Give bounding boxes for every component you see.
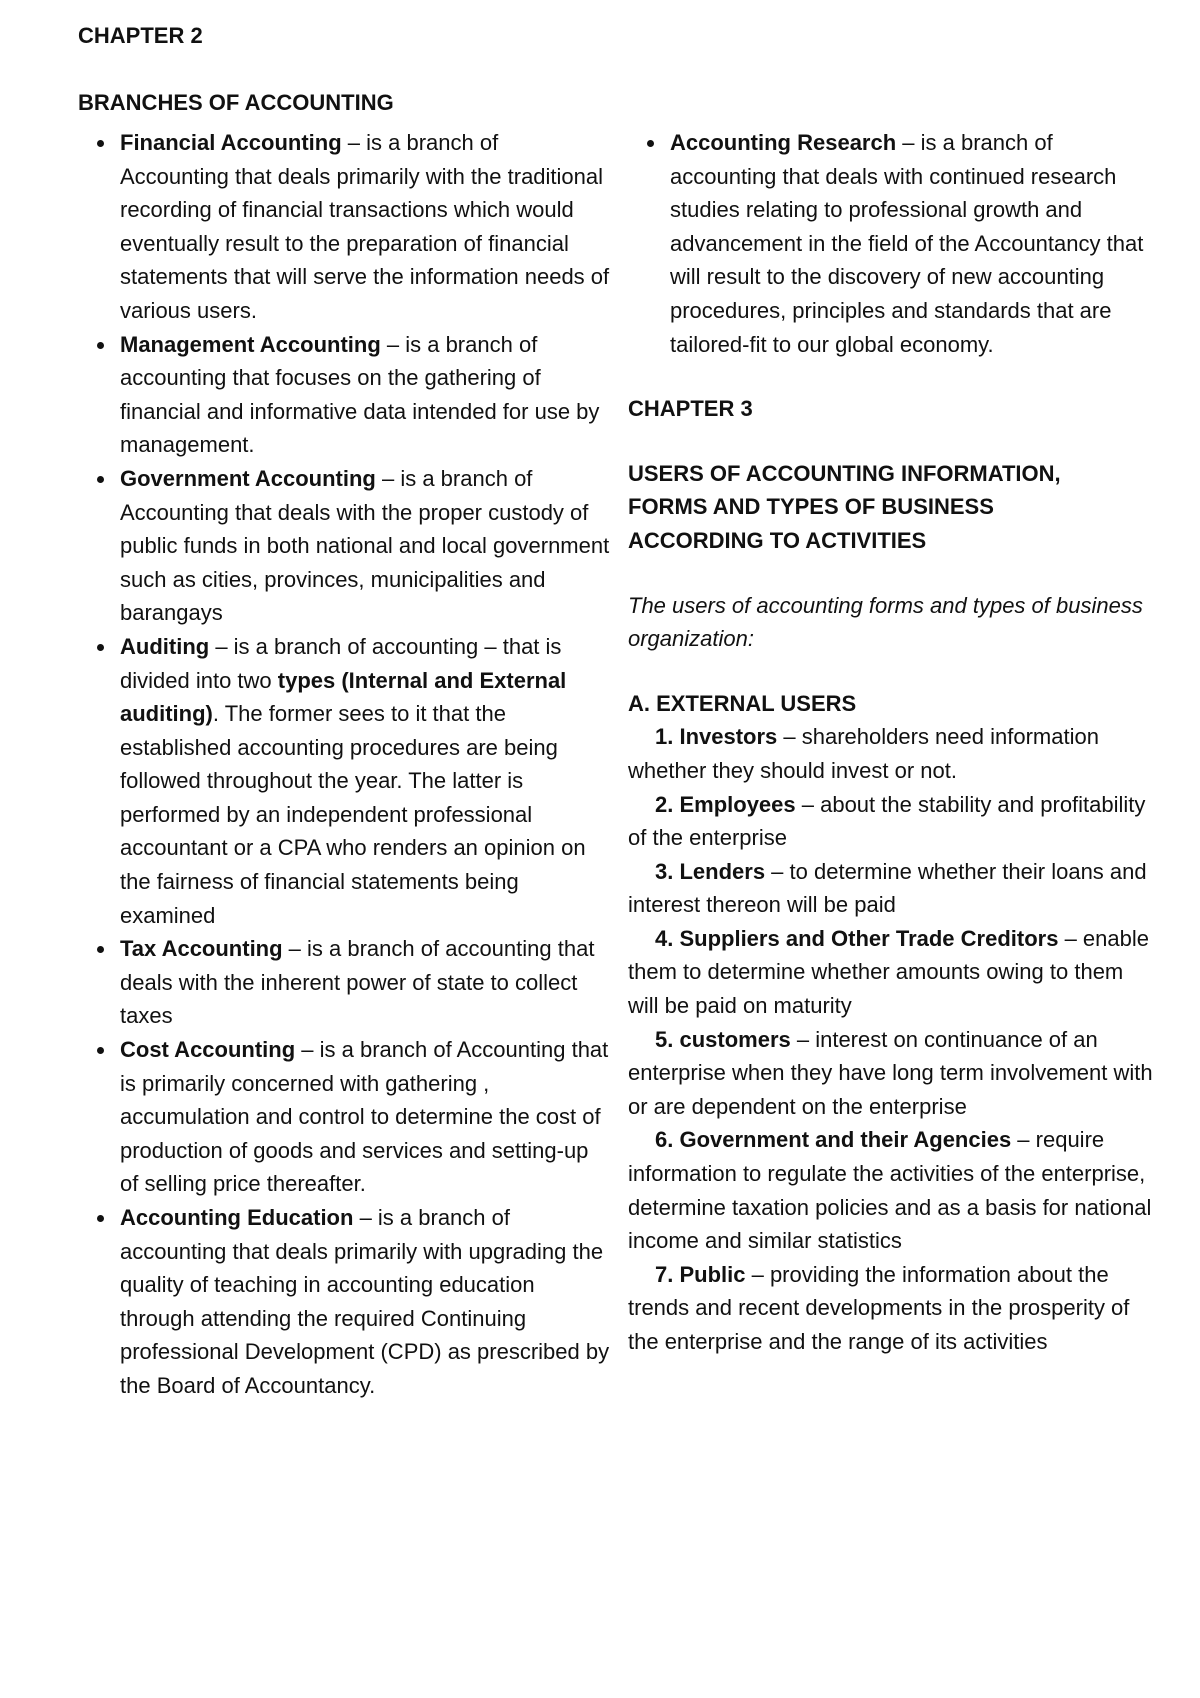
list-item: 6. Government and their Agencies – require information to regulate the activities of the enterprise, determine taxation policies and as a basis for national income and similar statistics	[628, 1127, 1152, 1254]
list-item: Government Accounting – is a branch of Accounting that deals with the proper custody of public funds in both national and local government such as cities, provinces, municipalities and barangays	[78, 462, 610, 630]
external-users-list	[628, 720, 1158, 1358]
branches-list-continued	[628, 126, 1158, 361]
list-item: 1. Investors – shareholders need information whether they should invest or not.	[628, 724, 1099, 783]
list-item: 5. customers – interest on continuance of an enterprise when they have long term involvement with or are dependent on the enterprise	[628, 1026, 1153, 1119]
right-column	[628, 126, 1158, 1359]
list-item: Accounting Research – is a branch of accounting that deals with continued research studies relating to professional growth and advancement in the field of the Accountancy that will result to the discovery of new accounting procedures, principles and standards that are tailored-fit to our global economy.	[628, 126, 1158, 361]
list-item: Financial Accounting – is a branch of Accounting that deals primarily with the traditional recording of financial transactions which would eventually result to the preparation of financial statements that will serve the information needs of various users.	[78, 126, 610, 328]
chapter-3-title: USERS OF ACCOUNTING INFORMATION, FORMS AND TYPES OF BUSINESS ACCORDING TO ACTIVITIES	[628, 460, 1061, 553]
left-column	[78, 126, 610, 1403]
chapter-3-label: CHAPTER 3	[628, 396, 753, 422]
list-item: 3. Lenders – to determine whether their loans and interest thereon will be paid	[628, 858, 1147, 918]
list-item: Tax Accounting – is a branch of accounting that deals with the inherent power of state to collect taxes	[78, 932, 610, 1033]
chapter-2-label: CHAPTER 2	[78, 23, 203, 48]
external-users-heading: A. EXTERNAL USERS	[628, 690, 857, 716]
list-item: Management Accounting – is a branch of accounting that focuses on the gathering of financial and informative data intended for use by management.	[78, 328, 610, 462]
list-item: 2. Employees – about the stability and profitability of the enterprise	[628, 791, 1146, 851]
list-item: Cost Accounting – is a branch of Accounting that is primarily concerned with gathering , accumulation and control to determine the cost of production of goods and services and setting-up of selling price thereafter.	[78, 1033, 610, 1201]
list-item: 4. Suppliers and Other Trade Creditors – enable them to determine whether amounts owing to them will be paid on maturity	[628, 925, 1149, 1019]
list-item: 7. Public – providing the information about the trends and recent developments in the prosperity of the enterprise and the range of its activities	[628, 1261, 1130, 1354]
list-item: Auditing – is a branch of accounting – that is divided into two types (Internal and External auditing). The former sees to it that the established accounting procedures are being followed throughout the year. The latter is performed by an independent professional accountant or a CPA who renders an opinion on the fairness of financial statements being examined	[78, 630, 610, 932]
chapter-3-intro: The users of accounting forms and types of business organization:	[628, 592, 1143, 652]
branches-list	[78, 126, 610, 1403]
chapter-2-title: BRANCHES OF ACCOUNTING	[78, 90, 394, 115]
list-item: Accounting Education – is a branch of accounting that deals primarily with upgrading the quality of teaching in accounting education through attending the required Continuing professional Development (CPD) as prescribed by the Board of Accountancy.	[78, 1201, 610, 1403]
